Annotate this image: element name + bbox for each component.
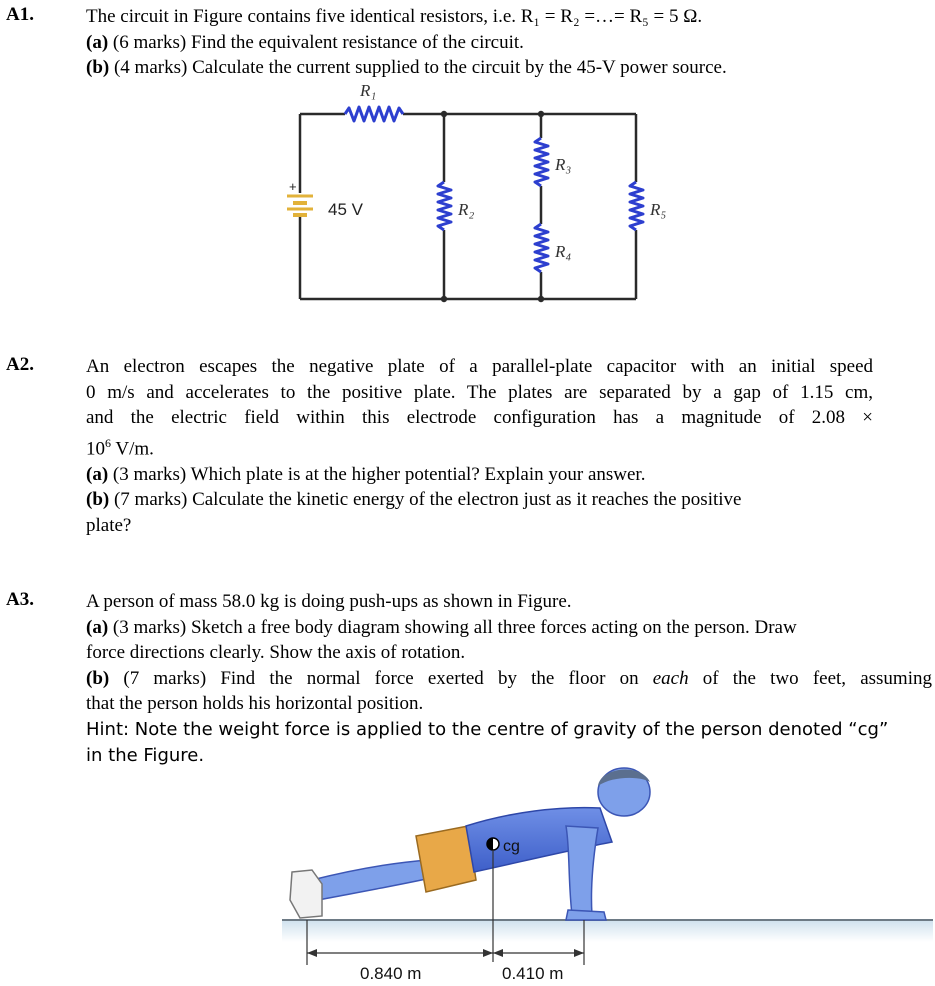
distance-label-1: 0.840 m xyxy=(360,964,422,983)
r5-label: R₅ xyxy=(650,200,667,219)
a1-part-a-label: (a) xyxy=(86,31,109,53)
arm xyxy=(566,826,598,915)
a3-part-a-line-2: force directions clearly. Show the axis of rotation. xyxy=(86,642,466,664)
a3-hint-line-2: in the Figure. xyxy=(86,744,205,766)
a3-part-b-each: each xyxy=(652,667,689,689)
question-number-a2: A2. xyxy=(6,354,34,375)
arrowhead-right xyxy=(574,949,584,957)
a2-line-1: An electron escapes the negative plate of a parallel-plate capacitor with an initial speed xyxy=(86,356,873,377)
a2-line-4-rest: V/m. xyxy=(111,438,154,460)
a2-part-a-label: (a) xyxy=(86,463,109,485)
question-number-a1: A1. xyxy=(6,4,34,25)
a3-part-b-line-2: that the person holds his horizontal position. xyxy=(86,693,424,715)
a2-part-b-line-2: plate? xyxy=(86,514,132,536)
a2-line-4-exponent: 6 xyxy=(105,435,111,450)
a1-part-b-label: (b) xyxy=(86,57,110,79)
a2-part-b-text-1: (7 marks) Calculate the kinetic energy of the electron just as it reaches the positive xyxy=(109,489,742,511)
a3-hint-line-1: Hint: Note the weight force is applied to the centre of gravity of the person denoted “cg” xyxy=(86,718,889,740)
battery-voltage-label: 45 V xyxy=(328,200,363,219)
a1-part-b-text: (4 marks) Calculate the current supplied to the circuit by the 45-V power source. xyxy=(109,57,727,79)
cg-label: cg xyxy=(503,838,520,855)
r3-label: R₃ xyxy=(555,155,572,174)
r1-label: R₁ xyxy=(360,81,377,100)
shoe xyxy=(290,870,322,918)
distance-label-2: 0.410 m xyxy=(502,964,564,983)
a1-part-a-text: (6 marks) Find the equivalent resistance of the circuit. xyxy=(108,31,524,53)
a2-part-a-text: (3 marks) Which plate is at the higher potential? Explain your answer. xyxy=(108,463,646,485)
arrowhead-mid-right xyxy=(493,949,503,957)
r2-label: R₂ xyxy=(458,200,475,219)
a3-part-a-text-1: (3 marks) Sketch a free body diagram showing all three forces acting on the person. Draw xyxy=(108,616,797,638)
hand xyxy=(566,910,606,920)
a2-line-3: and the electric field within this electrode configuration has a magnitude of 2.08 × xyxy=(86,407,873,429)
a3-intro: A person of mass 58.0 kg is doing push-ups as shown in Figure. xyxy=(86,591,572,612)
a1-intro: The circuit in Figure contains five identical resistors, i.e. R₁ = R₂ =…= R₅ = 5 Ω. xyxy=(86,6,703,27)
a2-line-4-base: 10 xyxy=(86,438,105,460)
a3-part-a-label: (a) xyxy=(86,616,109,638)
arrowhead-mid-left xyxy=(483,949,493,957)
r4-label: R₄ xyxy=(555,242,572,261)
a2-part-b-label: (b) xyxy=(86,489,110,511)
battery-plus-sign: + xyxy=(289,179,297,194)
a2-line-2: 0 m/s and accelerates to the positive plate. The plates are separated by a gap of 1.15 cm, xyxy=(86,381,873,403)
a3-part-b-text-1a: (7 marks) Find the normal force exerted by the floor on xyxy=(109,667,653,689)
a3-part-b-label: (b) xyxy=(86,667,110,689)
arrowhead-left xyxy=(307,949,317,957)
question-number-a3: A3. xyxy=(6,589,34,610)
floor xyxy=(282,920,933,942)
a3-part-b-text-1b: of the two feet, assuming xyxy=(688,667,932,689)
